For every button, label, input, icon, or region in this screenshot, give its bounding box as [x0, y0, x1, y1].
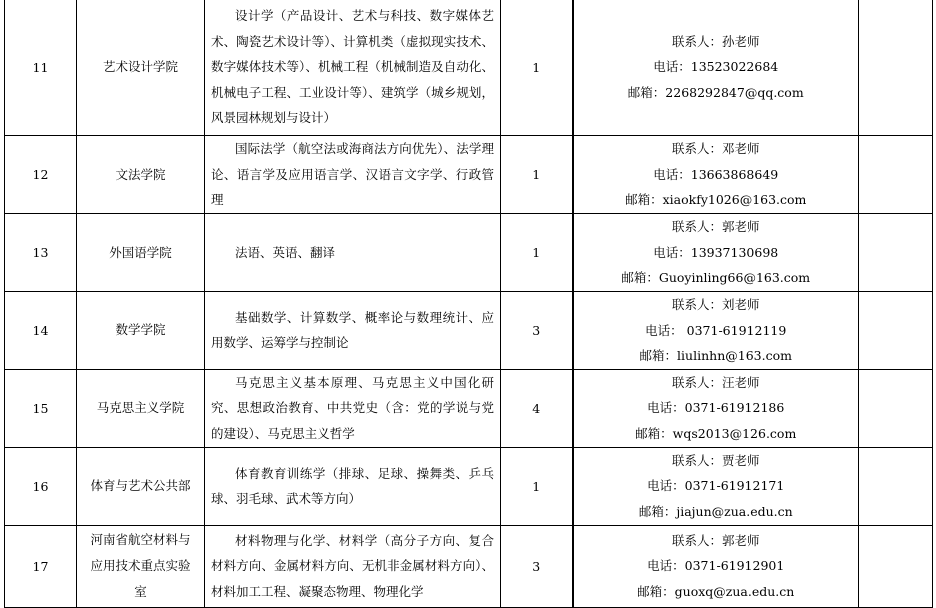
row-number: 14 [5, 292, 77, 370]
school-name: 艺术设计学院 [77, 0, 205, 136]
school-name: 数学学院 [77, 292, 205, 370]
contact-info [573, 214, 859, 292]
position-count: 1 [501, 447, 573, 525]
major-list: 马克思主义基本原理、马克思主义中国化研究、思想政治教育、中共党史（含：党的学说与党的建设）、马克思主义哲学 [205, 369, 501, 447]
contact-person: 联系人：贾老师 [671, 452, 760, 468]
row-number: 13 [5, 214, 77, 292]
contact-phone: 电话：0371-61912186 [647, 400, 785, 416]
school-name: 河南省航空材料与应用技术重点实验室 [77, 525, 205, 607]
position-count: 1 [501, 214, 573, 292]
contact-info [573, 369, 859, 447]
table-row [5, 214, 933, 292]
contact-info [573, 136, 859, 214]
major-list: 设计学（产品设计、艺术与科技、数字媒体艺术、陶瓷艺术设计等）、计算机类（虚拟现实技术、数字媒体技术等）、机械工程（机械制造及自动化、机械电子工程、工业设计等）、建筑学（城乡规划，风景园林规划与设计） [205, 0, 501, 136]
contact-email: 邮箱：jiajun@zua.edu.cn [638, 503, 793, 519]
major-list: 基础数学、计算数学、概率论与数理统计、应用数学、运筹学与控制论 [205, 292, 501, 370]
major-list: 国际法学（航空法或海商法方向优先）、法学理论、语言学及应用语言学、汉语言文字学、行政管理 [205, 136, 501, 214]
remarks-cell [859, 369, 933, 447]
remarks-cell [859, 0, 933, 136]
row-number: 17 [5, 525, 77, 607]
major-list: 体育教育训练学（排球、足球、操舞类、乒乓球、羽毛球、武术等方向） [205, 447, 501, 525]
row-number: 16 [5, 447, 77, 525]
row-number: 15 [5, 369, 77, 447]
position-count: 3 [501, 292, 573, 370]
school-name: 外国语学院 [77, 214, 205, 292]
contact-email: 邮箱：liulinhn@163.com [639, 348, 792, 364]
contact-phone: 电话：13523022684 [653, 59, 779, 75]
table-row [5, 0, 933, 136]
position-count: 1 [501, 0, 573, 136]
table-row [5, 525, 933, 607]
contact-person: 联系人：郭老师 [671, 219, 760, 235]
contact-info [573, 525, 859, 607]
remarks-cell [859, 214, 933, 292]
contact-phone: 电话：0371-61912901 [647, 558, 785, 574]
contact-email: 邮箱：wqs2013@126.com [635, 426, 797, 442]
contact-info [573, 292, 859, 370]
position-count: 3 [501, 525, 573, 607]
row-number: 12 [5, 136, 77, 214]
contact-email: 邮箱：Guoyinling66@163.com [621, 270, 811, 286]
remarks-cell [859, 525, 933, 607]
school-name: 体育与艺术公共部 [77, 447, 205, 525]
table-row [5, 292, 933, 370]
contact-phone: 电话： 0371-61912119 [645, 322, 787, 338]
position-count: 4 [501, 369, 573, 447]
table-row [5, 369, 933, 447]
contact-person: 联系人：邓老师 [671, 141, 760, 157]
table-row [5, 136, 933, 214]
remarks-cell [859, 136, 933, 214]
contact-info [573, 447, 859, 525]
contact-email: 邮箱：guoxq@zua.edu.cn [637, 583, 795, 599]
contact-person: 联系人：郭老师 [671, 532, 760, 548]
contact-info [573, 0, 859, 136]
recruitment-table [4, 0, 933, 608]
contact-phone: 电话：13937130698 [653, 244, 779, 260]
remarks-cell [859, 447, 933, 525]
contact-phone: 电话：0371-61912171 [647, 478, 785, 494]
table-row [5, 447, 933, 525]
position-count: 1 [501, 136, 573, 214]
contact-person: 联系人：孙老师 [671, 33, 760, 49]
contact-email: 邮箱：xiaokfy1026@163.com [625, 192, 807, 208]
row-number: 11 [5, 0, 77, 136]
major-list: 法语、英语、翻译 [205, 214, 501, 292]
contact-phone: 电话：13663868649 [653, 166, 779, 182]
contact-email: 邮箱：2268292847@qq.com [627, 84, 804, 100]
contact-person: 联系人：刘老师 [671, 297, 760, 312]
remarks-cell [859, 292, 933, 370]
school-name: 文法学院 [77, 136, 205, 214]
school-name: 马克思主义学院 [77, 369, 205, 447]
contact-person: 联系人：汪老师 [671, 374, 760, 390]
major-list: 材料物理与化学、材料学（高分子方向、复合材料方向、金属材料方向、无机非金属材料方向）、材料加工工程、凝聚态物理、物理化学 [205, 525, 501, 607]
